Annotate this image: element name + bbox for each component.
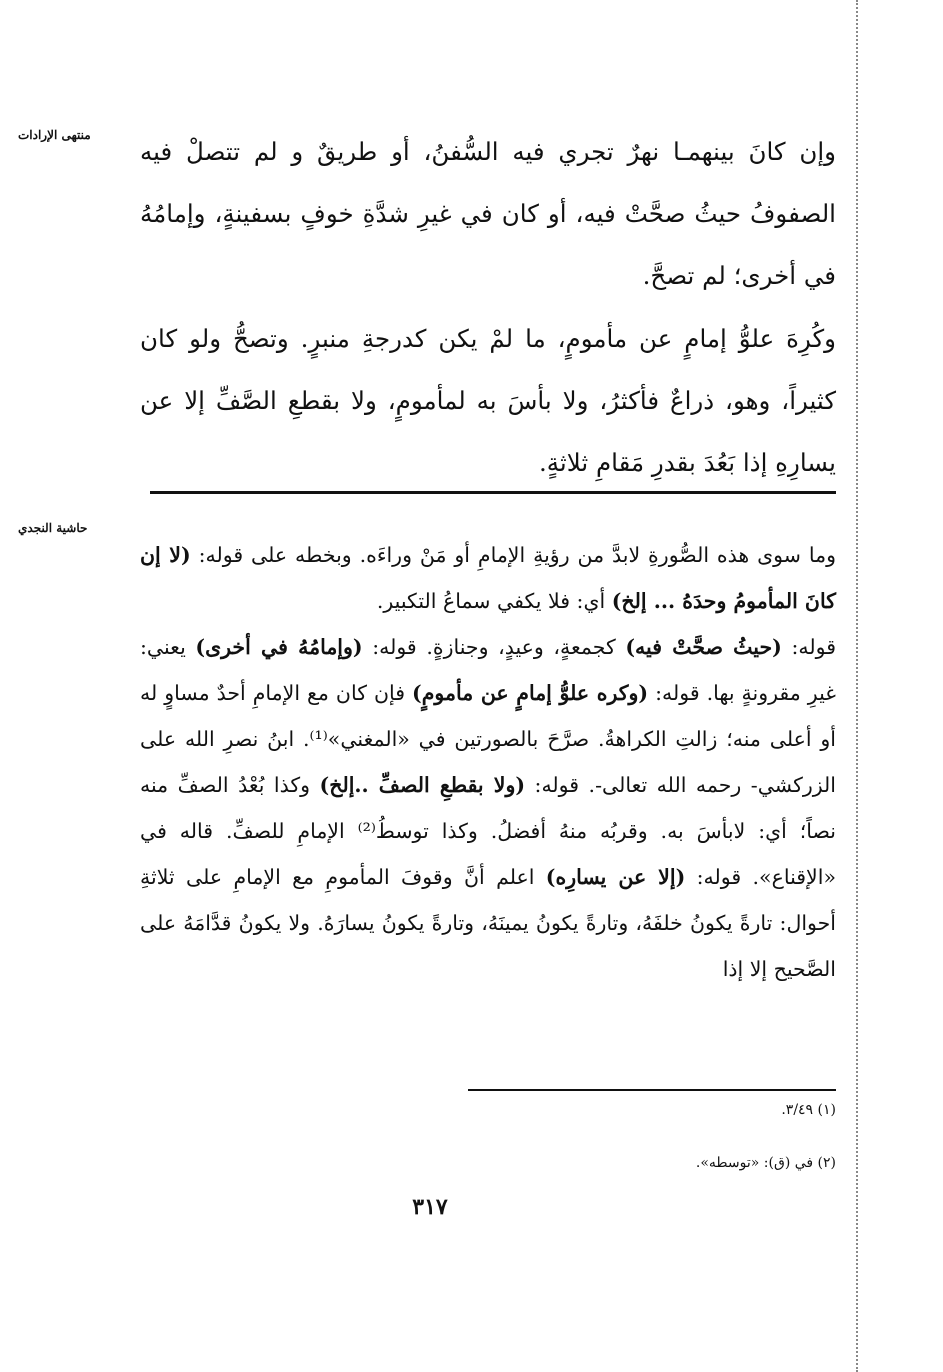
hashiya-quote: (وكره علوُّ إمامٍ عن مأمومٍ): [412, 681, 649, 705]
hashiya-quote: (إلا عن يسارِه): [545, 865, 686, 889]
hashiya-quote: (ولا بقطعِ الصفِّ ..إلخ): [319, 773, 526, 797]
margin-dotted-line: [856, 0, 858, 1372]
hashiya-text: أي: فلا يكفي سماعُ التكبير.: [376, 589, 612, 613]
hashiya-text: وما سوى هذه الصُّورةِ لابدَّ من رؤيةِ الإمامِ أو مَنْ وراءَه. وبخطه على قوله:: [190, 543, 836, 567]
footnote-1: (١) ٣/٤٩.: [781, 1102, 836, 1118]
hashiya-text: اعلم أنَّ وقوفَ المأمومِ مع الإمامِ على ثلاثةِ أحوال: تارةً يكونُ خلفَهُ، وتارةً يكونُ يمينَهُ، وتارةً يكونُ يسارَهُ. ولا يكونُ قدَّامَهُ على الصَّحيح إلا إذا: [140, 865, 836, 981]
hashiya-quote: (لا إن كانَ المأمومُ وحدَهُ ... إلخ): [140, 543, 836, 613]
hashiya-text: يعني: غيرِ مقرونةٍ بها. قوله:: [140, 635, 836, 705]
hashiya-text: فإن كان مع الإمامِ أحدٌ مساوٍ له أو أعلى منه؛ زالتِ الكراهةُ. صرَّحَ بالصورتين في «المغني»⁽¹⁾. ابنُ نصرِ الله على الزركشي- رحمه الله تعالى-. قوله:: [140, 681, 836, 797]
hashiya-paragraph: [140, 532, 836, 992]
hashiya-text: كجمعةٍ، وعيدٍ، وجنازةٍ. قوله:: [362, 635, 626, 659]
footnote-divider: [468, 1089, 836, 1091]
hashiya-quote: (وإمامُهُ في أخرى): [195, 635, 363, 659]
page-number: ٣١٧: [412, 1194, 448, 1220]
footnote-2: (٢) في (ق): «توسطه».: [695, 1155, 836, 1171]
hashiya-text: قوله:: [781, 635, 837, 659]
matn-paragraph-2: وكُرِهَ علوُّ إمامٍ عن مأمومٍ، ما لمْ يكن كدرجةِ منبرٍ. وتصحُّ ولو كان كثيراً، وهو، ذراعٌ فأكثرُ، ولا بأسَ به لمأمومٍ، ولا بقطعِ الصَّفِّ إلا عن يسارِهِ إذا بَعُدَ بقدرِ مَقامِ ثلاثةٍ.: [140, 324, 836, 477]
margin-label-matn: منتهى الإرادات: [18, 128, 91, 142]
matn-paragraph-1: وإن كانَ بينهمـا نهرٌ تجري فيه السُّفنُ، أو طريقٌ و لم تتصلْ فيه الصفوفُ حيثُ صحَّتْ فيه، أو كان في غيرِ شدَّةِ خوفٍ بسفينةٍ، وإمامُهُ في أخرى؛ لم تصحَّ.: [140, 137, 836, 290]
hashiya-quote: (حيثُ صحَّتْ فيه): [625, 635, 782, 659]
section-divider: [150, 491, 836, 494]
margin-label-hashiya: حاشية النجدي: [18, 521, 88, 535]
hashiya-text: وكذا بُعْدُ الصفِّ منه نصاً؛ أي: لابأسَ به. وقربُه منهُ أفضلُ. وكذا توسطُ⁽²⁾ الإمامِ للصفِّ. قاله في «الإقناع». قوله:: [140, 773, 836, 889]
